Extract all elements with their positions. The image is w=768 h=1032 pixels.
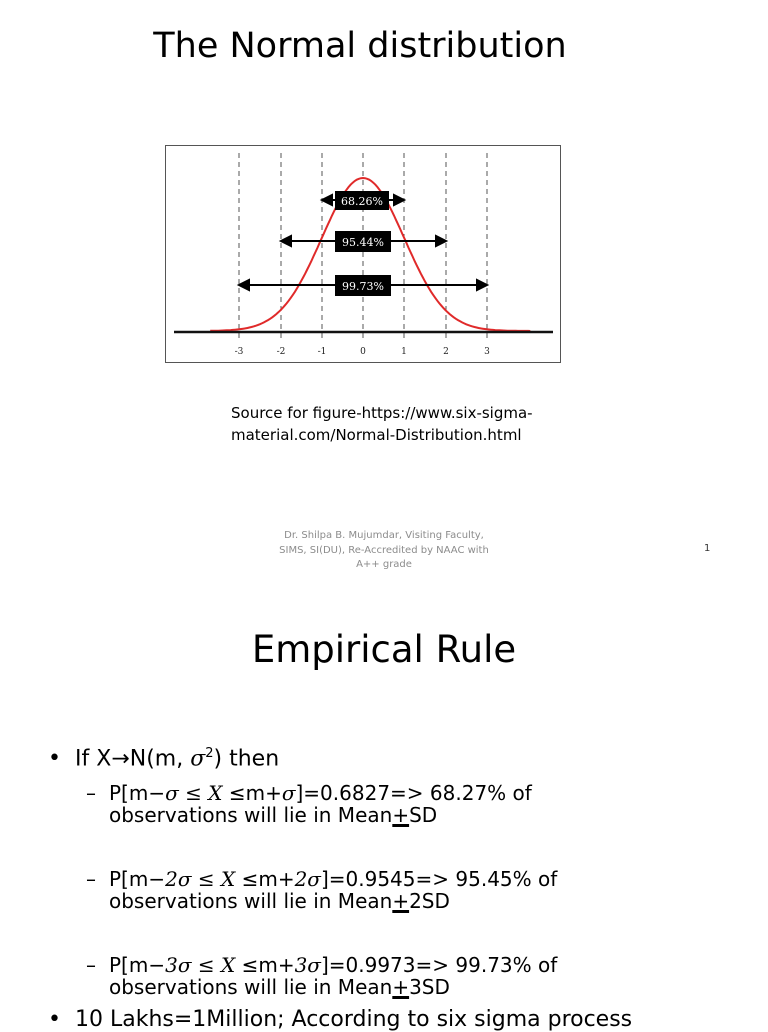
rule-prefix: P[m− xyxy=(109,953,166,977)
rule-prefix: P[m− xyxy=(109,781,166,805)
rule-le: ≤m+ xyxy=(241,867,295,891)
tick-1: 1 xyxy=(401,347,407,357)
bullet-six-sigma-text: 10 Lakhs=1Million; According to six sigma process xyxy=(75,1007,633,1032)
sigma-symbol: σ xyxy=(190,746,206,772)
badge-99-label: 99.73% xyxy=(342,280,384,293)
rule-line-2-text: observations will lie in Mean xyxy=(109,803,393,827)
rule-line-2-suffix: 3SD xyxy=(409,975,450,999)
rule-lower-sigma: 2σ xyxy=(165,867,192,891)
rule-line-2-suffix: 2SD xyxy=(409,889,450,913)
slide-title-2: Empirical Rule xyxy=(251,628,517,671)
rule-result: ]=0.9973=> 99.73% of xyxy=(320,953,558,977)
bullet-six-sigma xyxy=(48,1007,632,1032)
plus-minus-icon: + xyxy=(392,803,410,827)
rule-line-2 xyxy=(86,976,557,998)
rule-2sd xyxy=(86,868,557,912)
badge-68-label: 68.26% xyxy=(341,195,383,208)
slide-title: The Normal distribution xyxy=(153,26,567,66)
tick-2: 2 xyxy=(443,347,449,357)
rule-x: ≤ X xyxy=(191,953,242,977)
rule-lower-sigma: σ xyxy=(165,781,179,805)
bullet-dot-icon: • xyxy=(48,746,61,772)
rule-result: ]=0.9545=> 95.45% of xyxy=(320,867,558,891)
rule-line-2 xyxy=(86,804,532,826)
rule-lower-sigma: 3σ xyxy=(165,953,192,977)
tick-minus1: -1 xyxy=(317,347,327,357)
slide-footer xyxy=(268,529,500,573)
dash-icon: – xyxy=(86,781,96,805)
bullet-dot-icon: • xyxy=(48,1007,61,1032)
figure-svg xyxy=(165,145,561,363)
footer-line-3: A++ grade xyxy=(356,559,412,570)
rule-line-2-text: observations will lie in Mean xyxy=(109,975,393,999)
plus-minus-icon: + xyxy=(392,975,410,999)
rule-upper-sigma: 3σ xyxy=(294,953,321,977)
page-number: 1 xyxy=(704,543,711,554)
tick-0: 0 xyxy=(360,347,366,357)
rule-prefix: P[m− xyxy=(109,867,166,891)
rule-line-2 xyxy=(86,890,557,912)
tick-minus3: -3 xyxy=(234,347,244,357)
rule-x: ≤ X xyxy=(178,781,229,805)
rule-line-2-suffix: SD xyxy=(409,803,438,827)
rule-line-2-text: observations will lie in Mean xyxy=(109,889,393,913)
bullet-if-normal xyxy=(48,746,279,771)
rule-result: ]=0.6827=> 68.27% of xyxy=(295,781,532,805)
rule-3sd xyxy=(86,954,557,998)
footer-line-1: Dr. Shilpa B. Mujumdar, Visiting Faculty, xyxy=(284,530,484,541)
exponent: 2 xyxy=(205,746,214,761)
footer-line-2: SIMS, SI(DU), Re-Accredited by NAAC with xyxy=(279,544,489,556)
plus-minus-icon: + xyxy=(392,889,410,913)
tick-3: 3 xyxy=(484,347,490,357)
dash-icon: – xyxy=(86,953,96,977)
tick-minus2: -2 xyxy=(276,347,286,357)
rule-upper-sigma: σ xyxy=(281,781,296,805)
normal-distribution-figure xyxy=(165,145,561,363)
rule-le: ≤m+ xyxy=(228,781,282,805)
badge-95-label: 95.44% xyxy=(342,236,384,249)
rule-x: ≤ X xyxy=(191,867,242,891)
source-line-1: Source for figure-https://www.six-sigma- xyxy=(231,404,533,422)
bullet-text-before: If X→N(m, xyxy=(75,746,191,772)
source-line-2: material.com/Normal-Distribution.html xyxy=(231,426,522,444)
dash-icon: – xyxy=(86,867,96,891)
bullet-text-after: ) then xyxy=(213,746,280,772)
rule-1sd xyxy=(86,782,532,826)
rule-le: ≤m+ xyxy=(241,953,295,977)
figure-source xyxy=(231,402,571,446)
rule-upper-sigma: 2σ xyxy=(294,867,321,891)
